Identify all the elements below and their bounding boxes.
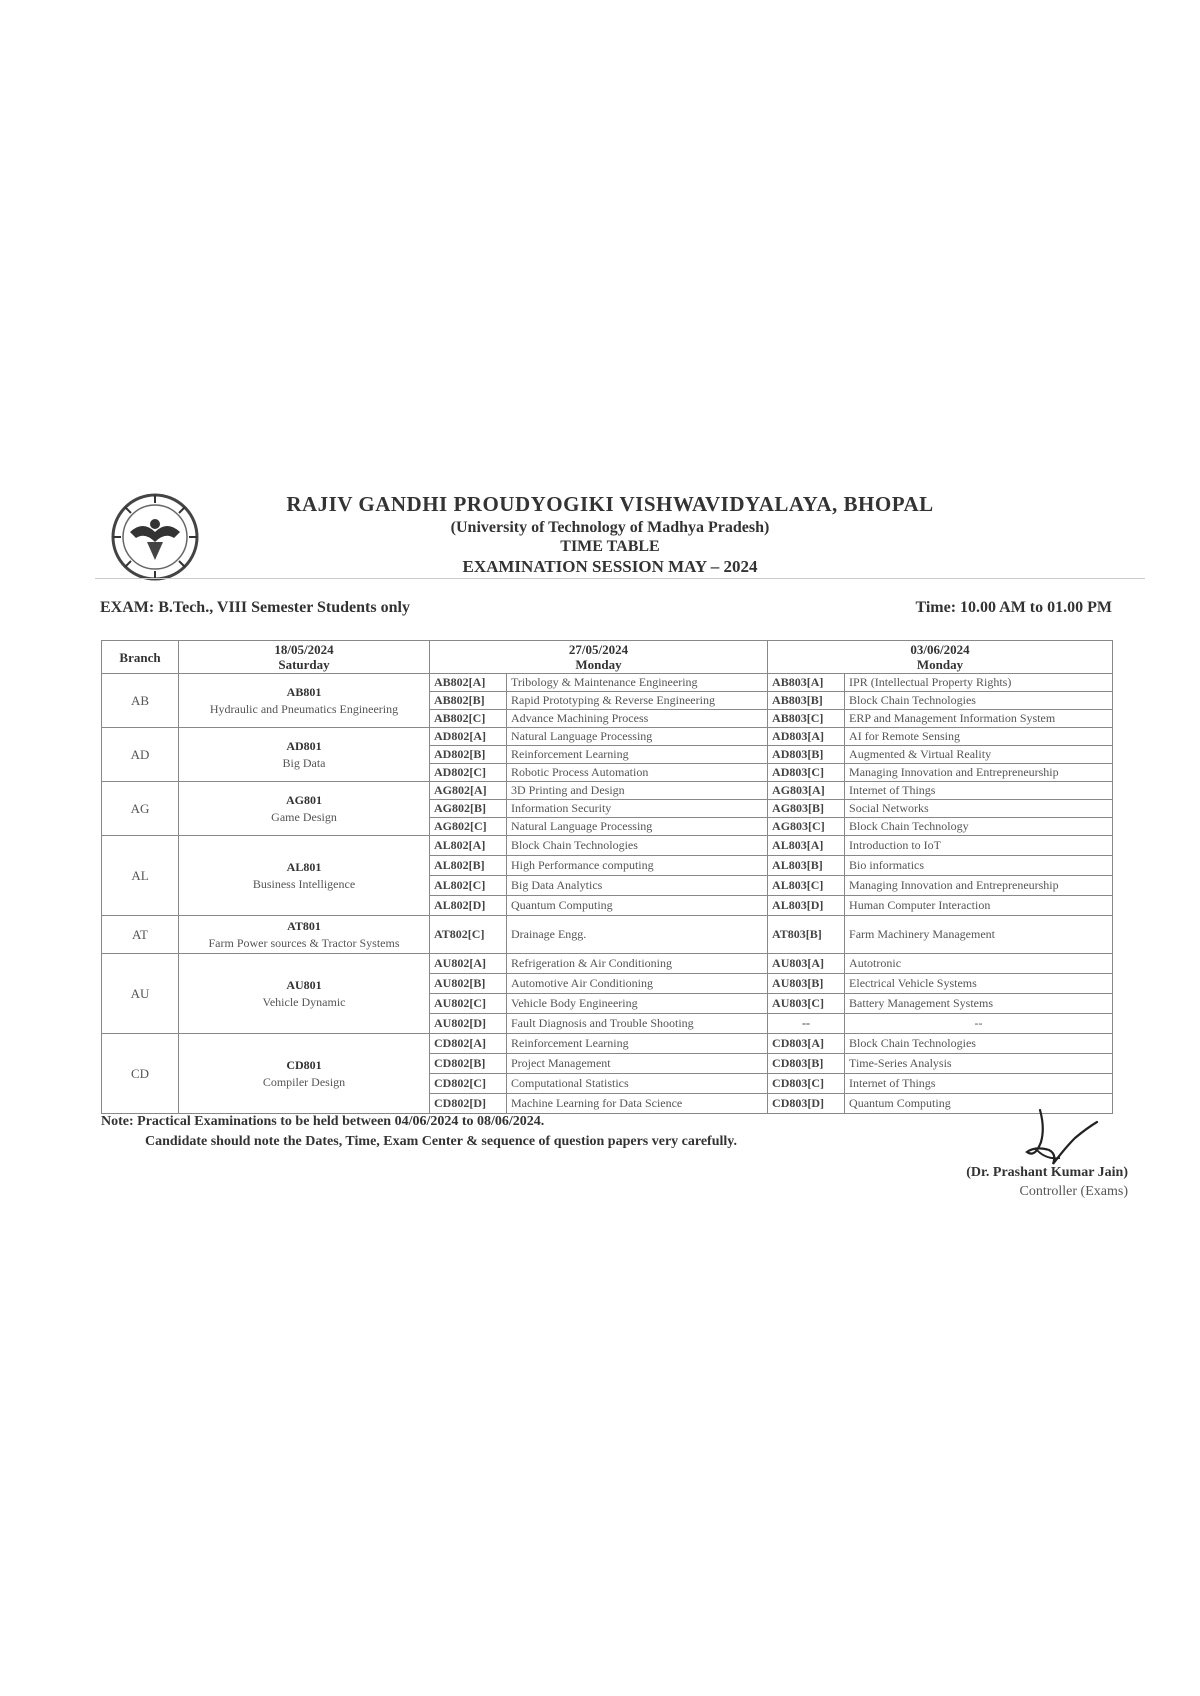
third-paper-code: AG803[A] bbox=[768, 782, 845, 800]
paper-name: Hydraulic and Pneumatics Engineering bbox=[209, 701, 399, 716]
first-paper-cell bbox=[179, 674, 430, 728]
note-line-2: Candidate should note the Dates, Time, Exam Center & sequence of question papers very carefully. bbox=[145, 1134, 738, 1149]
day-name: Monday bbox=[575, 657, 622, 672]
paper-code: CD801 bbox=[286, 1057, 322, 1072]
second-paper-name: Reinforcement Learning bbox=[507, 1034, 768, 1054]
branch-cell: AU bbox=[102, 954, 179, 1034]
paper-name: Business Intelligence bbox=[252, 876, 356, 891]
paper-name: Farm Power sources & Tractor Systems bbox=[208, 935, 400, 950]
second-paper-code: AL802[B] bbox=[430, 856, 507, 876]
second-paper-code: AL802[A] bbox=[430, 836, 507, 856]
third-paper-name: -- bbox=[845, 1014, 1113, 1034]
third-paper-name: Quantum Computing bbox=[845, 1094, 1113, 1114]
second-paper-name: Drainage Engg. bbox=[507, 916, 768, 954]
signatory-block bbox=[966, 1163, 1128, 1201]
third-paper-code: CD803[C] bbox=[768, 1074, 845, 1094]
third-paper-code: -- bbox=[768, 1014, 845, 1034]
header-divider bbox=[95, 578, 1145, 579]
third-paper-code: AG803[C] bbox=[768, 818, 845, 836]
third-paper-name: Block Chain Technology bbox=[845, 818, 1113, 836]
third-paper-name: Augmented & Virtual Reality bbox=[845, 746, 1113, 764]
paper-name: Game Design bbox=[271, 809, 337, 824]
day-header-1 bbox=[179, 641, 430, 674]
third-paper-name: IPR (Intellectual Property Rights) bbox=[845, 674, 1113, 692]
table-row bbox=[102, 728, 1113, 746]
timetable-body bbox=[102, 674, 1113, 1114]
third-paper-name: Managing Innovation and Entrepreneurship bbox=[845, 764, 1113, 782]
paper-code: AU801 bbox=[286, 977, 322, 992]
second-paper-name: Rapid Prototyping & Reverse Engineering bbox=[507, 692, 768, 710]
table-row bbox=[102, 782, 1113, 800]
second-paper-name: 3D Printing and Design bbox=[507, 782, 768, 800]
third-paper-name: ERP and Management Information System bbox=[845, 710, 1113, 728]
third-paper-code: AB803[A] bbox=[768, 674, 845, 692]
second-paper-name: Refrigeration & Air Conditioning bbox=[507, 954, 768, 974]
day-name: Monday bbox=[916, 657, 964, 672]
third-paper-name: Bio informatics bbox=[845, 856, 1113, 876]
second-paper-code: AD802[B] bbox=[430, 746, 507, 764]
second-paper-code: AU802[D] bbox=[430, 1014, 507, 1034]
day-header-2 bbox=[430, 641, 768, 674]
second-paper-name: Block Chain Technologies bbox=[507, 836, 768, 856]
third-paper-name: Introduction to IoT bbox=[845, 836, 1113, 856]
second-paper-code: AU802[B] bbox=[430, 974, 507, 994]
first-paper-cell bbox=[179, 954, 430, 1034]
third-paper-code: AL803[B] bbox=[768, 856, 845, 876]
second-paper-code: AU802[C] bbox=[430, 994, 507, 1014]
second-paper-name: Computational Statistics bbox=[507, 1074, 768, 1094]
first-paper-cell bbox=[179, 916, 430, 954]
third-paper-name: Managing Innovation and Entrepreneurship bbox=[845, 876, 1113, 896]
second-paper-name: High Performance computing bbox=[507, 856, 768, 876]
signatory-name: (Dr. Prashant Kumar Jain) bbox=[966, 1165, 1128, 1180]
second-paper-name: Information Security bbox=[507, 800, 768, 818]
branch-cell: AD bbox=[102, 728, 179, 782]
third-paper-code: AL803[A] bbox=[768, 836, 845, 856]
third-paper-code: AB803[B] bbox=[768, 692, 845, 710]
document-header bbox=[230, 492, 990, 577]
second-paper-name: Machine Learning for Data Science bbox=[507, 1094, 768, 1114]
day-date: 03/06/2024 bbox=[910, 642, 970, 657]
second-paper-name: Automotive Air Conditioning bbox=[507, 974, 768, 994]
signatory-role: Controller (Exams) bbox=[1019, 1184, 1128, 1199]
table-row bbox=[102, 954, 1113, 974]
second-paper-code: AB802[C] bbox=[430, 710, 507, 728]
second-paper-code: AL802[C] bbox=[430, 876, 507, 896]
second-paper-code: CD802[A] bbox=[430, 1034, 507, 1054]
second-paper-name: Fault Diagnosis and Trouble Shooting bbox=[507, 1014, 768, 1034]
table-row bbox=[102, 836, 1113, 856]
time-line: Time: 10.00 AM to 01.00 PM bbox=[915, 599, 1112, 616]
third-paper-name: Electrical Vehicle Systems bbox=[845, 974, 1113, 994]
second-paper-name: Reinforcement Learning bbox=[507, 746, 768, 764]
second-paper-name: Robotic Process Automation bbox=[507, 764, 768, 782]
paper-code: AB801 bbox=[286, 684, 322, 699]
first-paper-cell bbox=[179, 1034, 430, 1114]
second-paper-code: AT802[C] bbox=[430, 916, 507, 954]
third-paper-name: Autotronic bbox=[845, 954, 1113, 974]
second-paper-code: AD802[C] bbox=[430, 764, 507, 782]
third-paper-code: AB803[C] bbox=[768, 710, 845, 728]
table-row bbox=[102, 1034, 1113, 1054]
branch-header: Branch bbox=[102, 641, 179, 674]
second-paper-name: Project Management bbox=[507, 1054, 768, 1074]
third-paper-code: AD803[B] bbox=[768, 746, 845, 764]
paper-code: AG801 bbox=[286, 792, 322, 807]
third-paper-code: AU803[A] bbox=[768, 954, 845, 974]
second-paper-name: Vehicle Body Engineering bbox=[507, 994, 768, 1014]
third-paper-code: CD803[A] bbox=[768, 1034, 845, 1054]
day-date: 27/05/2024 bbox=[568, 642, 629, 657]
exam-line: EXAM: B.Tech., VIII Semester Students only bbox=[100, 599, 410, 616]
note bbox=[101, 1112, 737, 1152]
second-paper-code: AD802[A] bbox=[430, 728, 507, 746]
timetable-header-row bbox=[102, 641, 1113, 674]
branch-cell: AT bbox=[102, 916, 179, 954]
exam-session: EXAMINATION SESSION MAY – 2024 bbox=[462, 557, 758, 576]
third-paper-code: AU803[C] bbox=[768, 994, 845, 1014]
second-paper-code: AG802[B] bbox=[430, 800, 507, 818]
third-paper-code: AT803[B] bbox=[768, 916, 845, 954]
first-paper-cell bbox=[179, 728, 430, 782]
third-paper-code: AG803[B] bbox=[768, 800, 845, 818]
document-title: TIME TABLE bbox=[560, 538, 660, 555]
first-paper-cell bbox=[179, 836, 430, 916]
third-paper-name: Block Chain Technologies bbox=[845, 1034, 1113, 1054]
note-line-1: Note: Practical Examinations to be held between 04/06/2024 to 08/06/2024. bbox=[101, 1114, 545, 1129]
first-paper-cell bbox=[179, 782, 430, 836]
third-paper-code: CD803[B] bbox=[768, 1054, 845, 1074]
second-paper-code: AU802[A] bbox=[430, 954, 507, 974]
university-logo bbox=[110, 492, 200, 582]
third-paper-name: Human Computer Interaction bbox=[845, 896, 1113, 916]
third-paper-code: AL803[C] bbox=[768, 876, 845, 896]
second-paper-code: AG802[C] bbox=[430, 818, 507, 836]
second-paper-code: AB802[A] bbox=[430, 674, 507, 692]
paper-code: AL801 bbox=[286, 859, 322, 874]
second-paper-name: Natural Language Processing bbox=[507, 728, 768, 746]
second-paper-code: AB802[B] bbox=[430, 692, 507, 710]
third-paper-code: AD803[A] bbox=[768, 728, 845, 746]
second-paper-name: Natural Language Processing bbox=[507, 818, 768, 836]
university-name: RAJIV GANDHI PROUDYOGIKI VISHWAVIDYALAYA, BHOPAL bbox=[286, 492, 934, 516]
branch-cell: AL bbox=[102, 836, 179, 916]
day-date: 18/05/2024 bbox=[274, 642, 334, 657]
third-paper-name: Time-Series Analysis bbox=[845, 1054, 1113, 1074]
third-paper-code: AL803[D] bbox=[768, 896, 845, 916]
third-paper-name: Internet of Things bbox=[845, 782, 1113, 800]
table-row bbox=[102, 916, 1113, 954]
timetable bbox=[101, 640, 1113, 1114]
day-header-3 bbox=[768, 641, 1113, 674]
university-subtitle: (University of Technology of Madhya Pradesh) bbox=[450, 519, 770, 536]
third-paper-code: AU803[B] bbox=[768, 974, 845, 994]
third-paper-code: CD803[D] bbox=[768, 1094, 845, 1114]
branch-cell: AG bbox=[102, 782, 179, 836]
paper-code: AT801 bbox=[287, 918, 321, 933]
second-paper-code: CD802[D] bbox=[430, 1094, 507, 1114]
third-paper-name: Farm Machinery Management bbox=[845, 916, 1113, 954]
second-paper-name: Tribology & Maintenance Engineering bbox=[507, 674, 768, 692]
second-paper-name: Big Data Analytics bbox=[507, 876, 768, 896]
third-paper-name: Internet of Things bbox=[845, 1074, 1113, 1094]
third-paper-name: Block Chain Technologies bbox=[845, 692, 1113, 710]
third-paper-name: AI for Remote Sensing bbox=[845, 728, 1113, 746]
day-name: Saturday bbox=[278, 657, 330, 672]
third-paper-name: Battery Management Systems bbox=[845, 994, 1113, 1014]
branch-cell: AB bbox=[102, 674, 179, 728]
branch-cell: CD bbox=[102, 1034, 179, 1114]
second-paper-code: CD802[B] bbox=[430, 1054, 507, 1074]
second-paper-code: AG802[A] bbox=[430, 782, 507, 800]
paper-code: AD801 bbox=[286, 738, 322, 753]
second-paper-name: Advance Machining Process bbox=[507, 710, 768, 728]
third-paper-name: Social Networks bbox=[845, 800, 1113, 818]
second-paper-code: AL802[D] bbox=[430, 896, 507, 916]
second-paper-code: CD802[C] bbox=[430, 1074, 507, 1094]
paper-name: Vehicle Dynamic bbox=[262, 994, 346, 1009]
paper-name: Big Data bbox=[282, 755, 326, 770]
third-paper-code: AD803[C] bbox=[768, 764, 845, 782]
second-paper-name: Quantum Computing bbox=[507, 896, 768, 916]
paper-name: Compiler Design bbox=[262, 1074, 346, 1089]
table-row bbox=[102, 674, 1113, 692]
